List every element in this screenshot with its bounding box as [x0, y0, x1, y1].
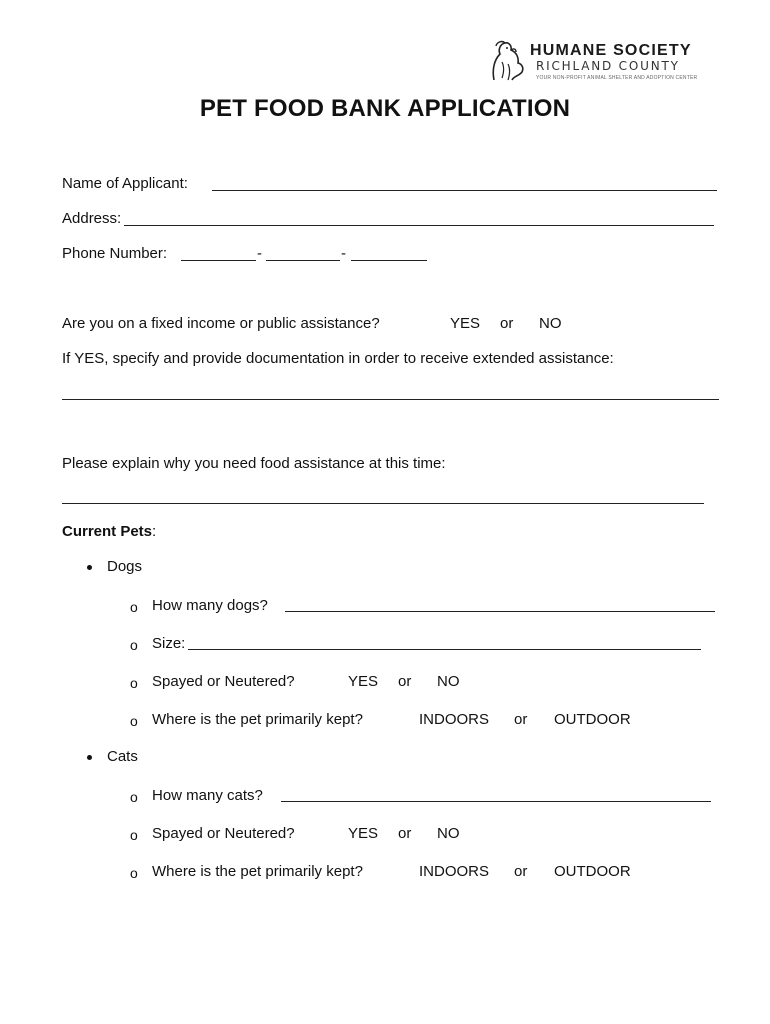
address-label: Address:: [62, 210, 122, 227]
dog-kept-outdoor-option[interactable]: OUTDOOR: [554, 711, 631, 728]
logo-subtitle: RICHLAND COUNTY: [536, 59, 680, 73]
sub-bullet-icon: o: [130, 713, 138, 729]
cats-label: Cats: [107, 748, 138, 765]
name-of-applicant-field[interactable]: [212, 190, 717, 191]
how-many-cats-label: How many cats?: [152, 787, 263, 804]
dog-size-field[interactable]: [188, 649, 701, 650]
fixed-income-question: Are you on a fixed income or public assistance?: [62, 315, 380, 332]
phone-separator: -: [257, 245, 262, 262]
page-title: PET FOOD BANK APPLICATION: [199, 95, 571, 122]
fixed-income-yes-option[interactable]: YES: [450, 315, 481, 332]
bullet-icon: [87, 565, 92, 570]
address-field[interactable]: [124, 225, 714, 226]
cat-kept-outdoor-option[interactable]: OUTDOOR: [554, 863, 631, 880]
phone-area-code-field[interactable]: [181, 260, 256, 261]
sub-bullet-icon: o: [130, 865, 138, 881]
sub-bullet-icon: o: [130, 827, 138, 843]
how-many-cats-field[interactable]: [281, 801, 711, 802]
cat-spayed-or: or: [398, 825, 412, 842]
logo-tagline: YOUR NON-PROFIT ANIMAL SHELTER AND ADOPTION CENTER: [536, 75, 698, 81]
dogs-label: Dogs: [107, 558, 143, 575]
current-pets-heading: [62, 523, 156, 541]
current-pets-label: Current Pets: [62, 523, 153, 540]
name-of-applicant-label: Name of Applicant:: [62, 175, 188, 192]
extended-assistance-prompt: If YES, specify and provide documentation in order to receive extended assistance:: [62, 350, 614, 367]
cat-spayed-yes-option[interactable]: YES: [348, 825, 379, 842]
dog-spayed-or: or: [398, 673, 412, 690]
dog-kept-or: or: [514, 711, 528, 728]
how-many-dogs-field[interactable]: [285, 611, 715, 612]
dog-kept-label: Where is the pet primarily kept?: [152, 711, 363, 728]
sub-bullet-icon: o: [130, 675, 138, 691]
humane-society-logo: [488, 40, 713, 84]
extended-assistance-field[interactable]: [62, 399, 719, 400]
sub-bullet-icon: o: [130, 789, 138, 805]
dog-kept-indoors-option[interactable]: INDOORS: [419, 711, 490, 728]
dog-spayed-yes-option[interactable]: YES: [348, 673, 379, 690]
dog-size-label: Size:: [152, 635, 186, 652]
explain-need-field[interactable]: [62, 503, 704, 504]
dog-cat-logo-icon: [488, 40, 528, 82]
phone-line-field[interactable]: [351, 260, 427, 261]
sub-bullet-icon: o: [130, 637, 138, 653]
fixed-income-no-option[interactable]: NO: [539, 315, 562, 332]
current-pets-colon: :: [152, 523, 157, 540]
fixed-income-or: or: [500, 315, 514, 332]
dog-spayed-label: Spayed or Neutered?: [152, 673, 295, 690]
cat-spayed-no-option[interactable]: NO: [437, 825, 460, 842]
cat-kept-or: or: [514, 863, 528, 880]
phone-separator: -: [341, 245, 346, 262]
cat-kept-indoors-option[interactable]: INDOORS: [419, 863, 490, 880]
phone-prefix-field[interactable]: [266, 260, 340, 261]
logo-title: HUMANE SOCIETY: [530, 42, 692, 59]
explain-need-label: Please explain why you need food assistance at this time:: [62, 455, 446, 472]
bullet-icon: [87, 755, 92, 760]
phone-number-label: Phone Number:: [62, 245, 168, 262]
cat-spayed-label: Spayed or Neutered?: [152, 825, 295, 842]
dog-spayed-no-option[interactable]: NO: [437, 673, 460, 690]
sub-bullet-icon: o: [130, 599, 138, 615]
cat-kept-label: Where is the pet primarily kept?: [152, 863, 363, 880]
how-many-dogs-label: How many dogs?: [152, 597, 268, 614]
